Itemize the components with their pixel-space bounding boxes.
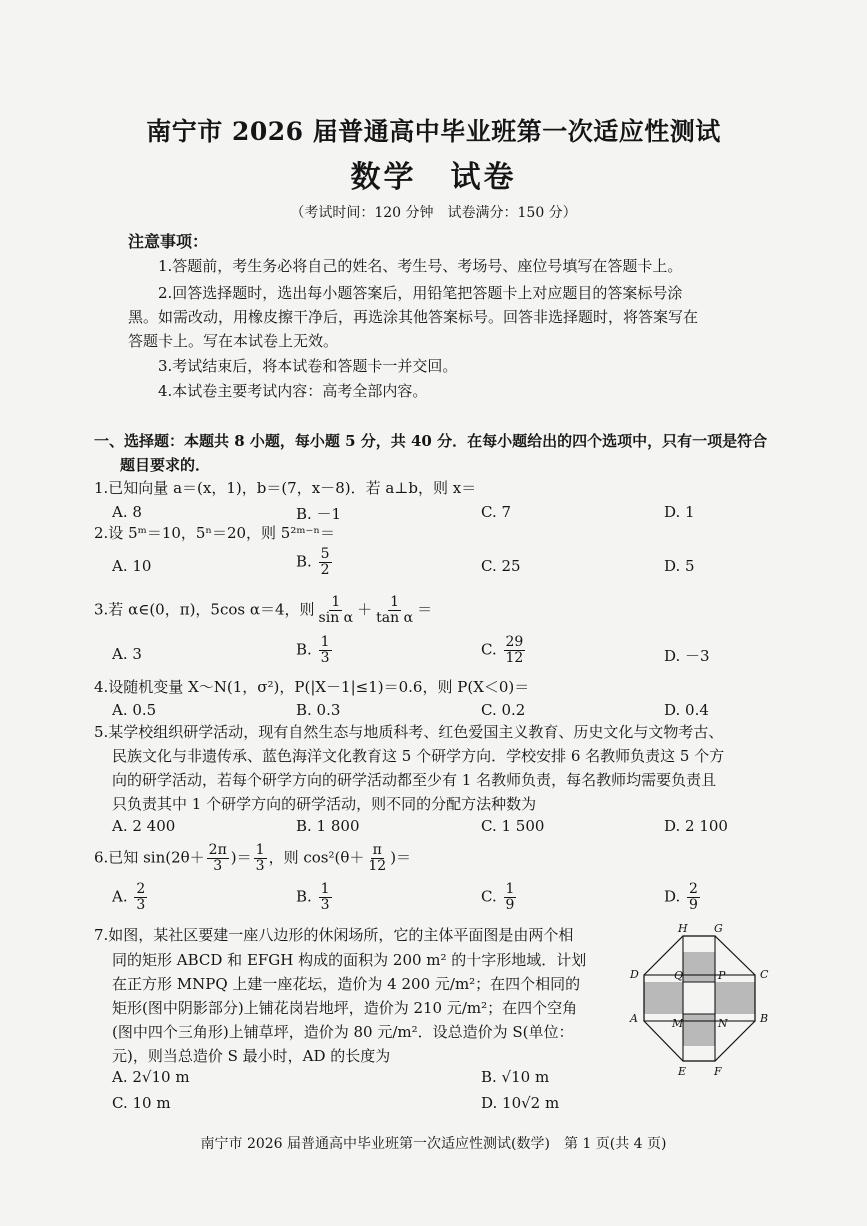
figure-label-q: Q <box>674 969 684 982</box>
q2-option-b-fraction <box>319 547 332 578</box>
q3-option-c <box>481 635 527 666</box>
page-footer: 南宁市 2026 届普通高中毕业班第一次适应性测试(数学) 第 1 页(共 4 页) <box>200 1136 667 1152</box>
q2-option-b-label: B. <box>296 552 312 571</box>
fraction-numerator: 1 <box>320 634 330 650</box>
fraction-denominator: 3 <box>320 650 330 666</box>
fraction-denominator: 9 <box>689 897 698 913</box>
exam-subject <box>0 152 867 196</box>
fraction-numerator: 2 <box>689 881 698 897</box>
q7-option-a: A. 2√10 m <box>112 1068 190 1086</box>
q3-fraction-1 <box>317 595 356 626</box>
notice-item: 2.回答选择题时，选出每小题答案后，用铅笔把答题卡上对应题目的答案标号涂 <box>158 284 683 302</box>
q3-fraction-2 <box>374 595 415 626</box>
q5-option-b: B. 1 800 <box>296 817 360 835</box>
figure-label-c: C <box>760 968 769 981</box>
figure-label-n: N <box>718 1017 728 1030</box>
question-2-stem: 2.设 5ᵐ＝10，5ⁿ＝20，则 5²ᵐ⁻ⁿ＝ <box>94 524 335 542</box>
q6-option-a <box>112 882 149 913</box>
q6-option-b-fraction <box>319 882 332 913</box>
q6-fraction-1 <box>207 843 229 874</box>
q6-option-d-fraction <box>687 882 700 913</box>
fraction-denominator: 3 <box>213 858 223 874</box>
subject-name: 数学 <box>350 160 417 195</box>
fraction-denominator: tan α <box>376 610 414 626</box>
q3-stem-b: ＝ <box>417 600 433 619</box>
figure-label-m: M <box>672 1017 684 1030</box>
q5-option-c: C. 1 500 <box>481 817 545 835</box>
q7-option-b: B. √10 m <box>481 1068 550 1086</box>
q4-option-b: B. 0.3 <box>296 701 341 719</box>
figure-label-b: B <box>760 1012 769 1025</box>
q1-option-a: A. 8 <box>112 503 142 521</box>
fraction-numerator: π <box>372 842 382 858</box>
q2-option-a: A. 10 <box>112 557 152 575</box>
q3-option-d: D. －3 <box>664 647 710 665</box>
q6-stem-c: ，则 cos²(θ＋ <box>268 848 365 867</box>
question-4-stem: 4.设随机变量 X～N(1，σ²)，P(|X－1|≤1)＝0.6，则 P(X＜0)＝ <box>94 678 530 696</box>
q3-option-b-label: B. <box>296 640 312 659</box>
question-3-stem <box>94 595 432 626</box>
figure-label-f: F <box>714 1065 722 1078</box>
q3-plus: ＋ <box>357 600 373 619</box>
question-7-line: 7.如图，某社区要建一座八边形的休闲场所，它的主体平面图是由两个相 <box>94 926 574 944</box>
q6-option-d <box>664 882 702 913</box>
q3-option-b-fraction <box>319 635 332 666</box>
exam-title: 南宁市 2026 届普通高中毕业班第一次适应性测试 <box>146 117 721 146</box>
q3-option-a: A. 3 <box>112 645 142 663</box>
fraction-denominator: 3 <box>136 897 146 913</box>
q6-option-a-label: A. <box>112 887 128 906</box>
notice-item: 黑。如需改动，用橡皮擦干净后，再选涂其他答案标号。回答非选择题时，将答案写在 <box>128 308 699 326</box>
q3-option-b <box>296 635 334 666</box>
fraction-denominator: sin α <box>318 610 354 626</box>
q7-option-d: D. 10√2 m <box>481 1094 560 1112</box>
shaded-rectangles <box>644 952 755 1046</box>
question-7-line: (图中四个三角形)上铺草坪，造价为 80 元/m²．设总造价为 S(单位： <box>112 1023 574 1041</box>
q3-option-c-label: C. <box>481 640 497 659</box>
question-6-stem <box>94 843 411 874</box>
notice-item: 答题卡上。写在本试卷上无效。 <box>128 332 339 350</box>
figure-label-e: E <box>678 1065 687 1078</box>
q6-stem-d: )＝ <box>390 848 412 867</box>
fraction-numerator: 1 <box>320 881 330 897</box>
shaded-rect-left <box>644 982 683 1014</box>
shaded-rect-right <box>715 982 755 1014</box>
q6-option-b-label: B. <box>296 887 312 906</box>
q3-stem-a: 3.若 α∈(0，π)，5cos α＝4，则 <box>94 600 315 619</box>
fraction-numerator: 2 <box>136 881 146 897</box>
question-7-line: 在正方形 MNPQ 上建一座花坛，造价为 4 200 元/m²；在四个相同的 <box>112 975 581 993</box>
octagon-figure <box>618 918 788 1082</box>
shaded-rect-bottom <box>683 1014 715 1046</box>
question-7-line: 同的矩形 ABCD 和 EFGH 构成的面积为 200 m² 的十字形地域．计划 <box>112 951 587 969</box>
subject-paper: 试卷 <box>450 160 517 195</box>
fraction-numerator: 1 <box>390 594 400 610</box>
fraction-denominator: 9 <box>505 897 515 913</box>
exam-info: （考试时间：120 分钟 试卷满分：150 分） <box>290 205 577 221</box>
q7-option-c: C. 10 m <box>112 1094 171 1112</box>
q6-fraction-3 <box>366 843 388 874</box>
fraction-denominator: 12 <box>505 650 524 666</box>
notice-heading: 注意事项： <box>128 232 209 251</box>
q1-option-c: C. 7 <box>481 503 512 521</box>
q6-option-c-fraction <box>504 882 517 913</box>
q4-option-a: A. 0.5 <box>112 701 157 719</box>
fraction-denominator: 2 <box>320 562 330 578</box>
q6-fraction-2 <box>254 843 267 874</box>
q3-option-c-fraction <box>504 635 526 666</box>
q2-option-b <box>296 547 334 578</box>
fraction-numerator: 1 <box>505 881 515 897</box>
q5-option-a: A. 2 400 <box>112 817 176 835</box>
question-5-line: 只负责其中 1 个研学方向的研学活动，则不同的分配方法种数为 <box>112 795 537 813</box>
figure-label-d: D <box>630 968 639 981</box>
question-5-line: 向的研学活动，若每个研学方向的研学活动都至少有 1 名教师负责，每名教师均需要负责且 <box>112 771 717 789</box>
notice-item: 3.考试结束后，将本试卷和答题卡一并交回。 <box>158 357 458 375</box>
q6-stem-a: 6.已知 sin(2θ＋ <box>94 848 205 867</box>
q6-stem-b: )＝ <box>230 848 252 867</box>
q2-option-c: C. 25 <box>481 557 521 575</box>
question-5-line: 5.某学校组织研学活动，现有自然生态与地质科考、红色爱国主义教育、历史文化与文物考古、 <box>94 723 724 741</box>
question-7-line: 元)，则当总造价 S 最小时，AD 的长度为 <box>112 1047 391 1065</box>
fraction-numerator: 1 <box>255 842 265 858</box>
question-5-line: 民族文化与非遗传承、蓝色海洋文化教育这 5 个研学方向．学校安排 6 名教师负责这 5 个方 <box>112 747 725 765</box>
section-heading: 一、选择题：本题共 8 小题，每小题 5 分，共 40 分．在每小题给出的四个选项中，只有一项是符合 <box>94 432 768 450</box>
figure-label-g: G <box>714 922 723 935</box>
fraction-numerator: 2π <box>208 842 227 858</box>
q4-option-c: C. 0.2 <box>481 701 526 719</box>
question-7-line: 矩形(图中阴影部分)上铺花岗岩地坪，造价为 210 元/m²；在四个空角 <box>112 999 578 1017</box>
q1-option-b: B. －1 <box>296 505 342 523</box>
q6-option-b <box>296 882 334 913</box>
shaded-rect-top <box>683 952 715 982</box>
figure-label-h: H <box>678 922 688 935</box>
fraction-numerator: 5 <box>320 546 330 562</box>
question-1-stem: 1.已知向量 a＝(x，1)，b＝(7，x－8)．若 a⊥b，则 x＝ <box>94 479 477 497</box>
fraction-denominator: 3 <box>320 897 330 913</box>
q2-option-d: D. 5 <box>664 557 695 575</box>
q5-option-d: D. 2 100 <box>664 817 728 835</box>
q4-option-d: D. 0.4 <box>664 701 709 719</box>
fraction-denominator: 3 <box>255 858 265 874</box>
square-mnpq <box>683 982 715 1014</box>
fraction-numerator: 29 <box>505 634 524 650</box>
q6-option-c-label: C. <box>481 887 497 906</box>
q6-option-c <box>481 882 518 913</box>
q6-option-a-fraction <box>134 882 147 913</box>
notice-item: 1.答题前，考生务必将自己的姓名、考生号、考场号、座位号填写在答题卡上。 <box>158 257 683 275</box>
figure-label-p: P <box>718 969 726 982</box>
q1-option-d: D. 1 <box>664 503 695 521</box>
notice-item: 4.本试卷主要考试内容：高考全部内容。 <box>158 382 428 400</box>
section-heading-cont: 题目要求的． <box>120 456 211 474</box>
figure-label-a: A <box>630 1012 638 1025</box>
fraction-denominator: 12 <box>368 858 387 874</box>
fraction-numerator: 1 <box>331 594 341 610</box>
q6-option-d-label: D. <box>664 887 681 906</box>
